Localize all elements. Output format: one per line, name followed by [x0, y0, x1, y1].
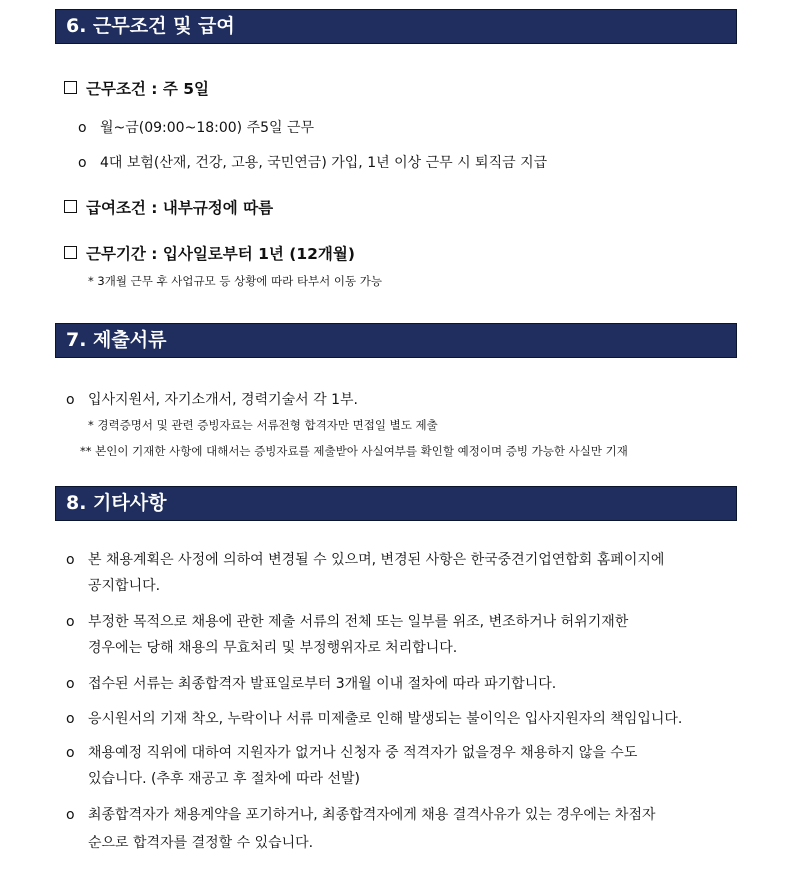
misc-item-continuation: 순으로 합격자를 결정할 수 있습니다. — [88, 835, 314, 851]
misc-item — [66, 742, 637, 762]
misc-item-text: 채용예정 직위에 대하여 지원자가 없거나 신청자 중 적격자가 없을경우 채용하지 않을 수도 — [88, 745, 638, 761]
misc-item-text: 본 채용계획은 사정에 의하여 변경될 수 있으며, 변경된 사항은 한국중견기업연합회 홈페이지에 — [88, 552, 665, 568]
documents-note-1: * 경력증명서 및 관련 증빙자료는 서류전형 합격자만 면접일 별도 제출 — [88, 418, 438, 432]
work-condition-heading — [64, 77, 209, 99]
period-text: 근무기간 : 입사일로부터 1년 (12개월) — [86, 245, 355, 263]
pay-condition-text: 급여조건 : 내부규정에 따름 — [86, 199, 274, 217]
documents-item — [66, 389, 358, 409]
misc-item-continuation: 있습니다. (추후 재공고 후 절차에 따라 선발) — [88, 771, 360, 787]
misc-item-continuation: 경우에는 당해 채용의 무효처리 및 부정행위자로 처리합니다. — [88, 640, 458, 656]
misc-item — [66, 708, 682, 728]
period-heading — [64, 242, 355, 264]
section-6-header: 6. 근무조건 및 급여 — [55, 9, 737, 44]
work-item — [78, 152, 547, 172]
work-item-text: 4대 보험(산재, 건강, 고용, 국민연금) 가입, 1년 이상 근무 시 퇴직금 지급 — [100, 155, 548, 171]
misc-item-text: 접수된 서류는 최종합격자 발표일로부터 3개월 이내 절차에 따라 파기합니다. — [88, 676, 557, 692]
misc-item — [66, 549, 664, 569]
section-7-header: 7. 제출서류 — [55, 323, 737, 358]
circle-bullet-icon: o — [66, 711, 75, 727]
misc-item — [66, 804, 656, 824]
work-item-text: 월~금(09:00~18:00) 주5일 근무 — [100, 120, 315, 136]
circle-bullet-icon: o — [66, 676, 75, 692]
misc-item-text: 부정한 목적으로 채용에 관한 제출 서류의 전체 또는 일부를 위조, 변조하거나 허위기재한 — [88, 614, 629, 630]
misc-item-text: 응시원서의 기재 착오, 누락이나 서류 미제출로 인해 발생되는 불이익은 입사지원자의 책임입니다. — [88, 711, 683, 727]
checkbox-square-icon — [64, 246, 77, 259]
misc-item — [66, 611, 628, 631]
circle-bullet-icon: o — [66, 807, 75, 823]
checkbox-square-icon — [64, 200, 77, 213]
circle-bullet-icon: o — [78, 120, 87, 136]
misc-item-text: 최종합격자가 채용계약을 포기하거나, 최종합격자에게 채용 결격사유가 있는 경우에는 차점자 — [88, 807, 656, 823]
documents-item-text: 입사지원서, 자기소개서, 경력기술서 각 1부. — [88, 392, 358, 408]
circle-bullet-icon: o — [66, 614, 75, 630]
misc-item-continuation: 공지합니다. — [88, 578, 161, 594]
work-item — [78, 117, 314, 137]
work-condition-text: 근무조건 : 주 5일 — [86, 80, 210, 98]
pay-condition-heading — [64, 196, 273, 218]
misc-item — [66, 673, 556, 693]
circle-bullet-icon: o — [66, 552, 75, 568]
documents-note-2: ** 본인이 기재한 사항에 대해서는 증빙자료를 제출받아 사실여부를 확인할 예정이며 증빙 가능한 사실만 기재 — [80, 444, 628, 458]
circle-bullet-icon: o — [78, 155, 87, 171]
checkbox-square-icon — [64, 81, 77, 94]
period-note: * 3개월 근무 후 사업규모 등 상황에 따라 타부서 이동 가능 — [88, 274, 383, 288]
circle-bullet-icon: o — [66, 392, 75, 408]
section-8-header: 8. 기타사항 — [55, 486, 737, 521]
circle-bullet-icon: o — [66, 745, 75, 761]
